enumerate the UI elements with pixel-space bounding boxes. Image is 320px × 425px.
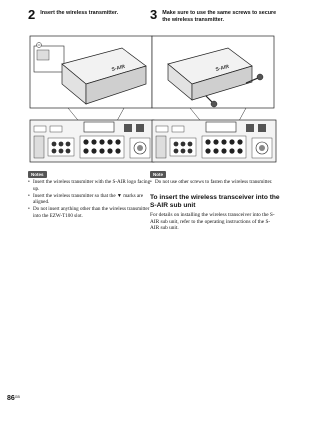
note-item: • Insert the wireless transmitter so that the ▼ marks are aligned. [28,193,154,206]
notes-list [150,179,276,186]
step-title: Make sure to use the same screws to secure the wireless transmitter. [162,10,277,23]
page-number: $86^{GB}$ [7,395,20,402]
section-body: For details on installing the wireless transceiver into the S-AIR sub unit, refer to the operating instructions of the S-AIR sub unit. [150,212,275,232]
secure-transmitter-illustration [150,34,278,164]
note-label: Note [150,171,166,178]
step-3-heading [150,8,282,24]
region-code: GB [14,395,20,399]
note-item: • Insert the wireless transmitter with the S-AIR logo facing up. [28,179,154,192]
transmitter-logo: S-AIR [111,63,126,73]
transmitter-logo: S-AIR [215,63,230,73]
step-2-heading [28,8,118,21]
step-number: 2 [28,7,36,22]
note-item: • Do not use other screws to fasten the wireless transmitter. [150,179,276,186]
notes-label: Notes [28,171,47,178]
step-number: 3 [150,7,158,22]
step-title: Insert the wireless transmitter. [40,10,119,16]
note-item: • Do not insert anything other than the wireless transmitter into the EZW-T100 slot. [28,206,154,219]
insert-transmitter-illustration [28,34,156,164]
section-heading: To insert the wireless transceiver into the S-AIR sub unit [150,194,280,209]
notes-list [28,179,154,220]
